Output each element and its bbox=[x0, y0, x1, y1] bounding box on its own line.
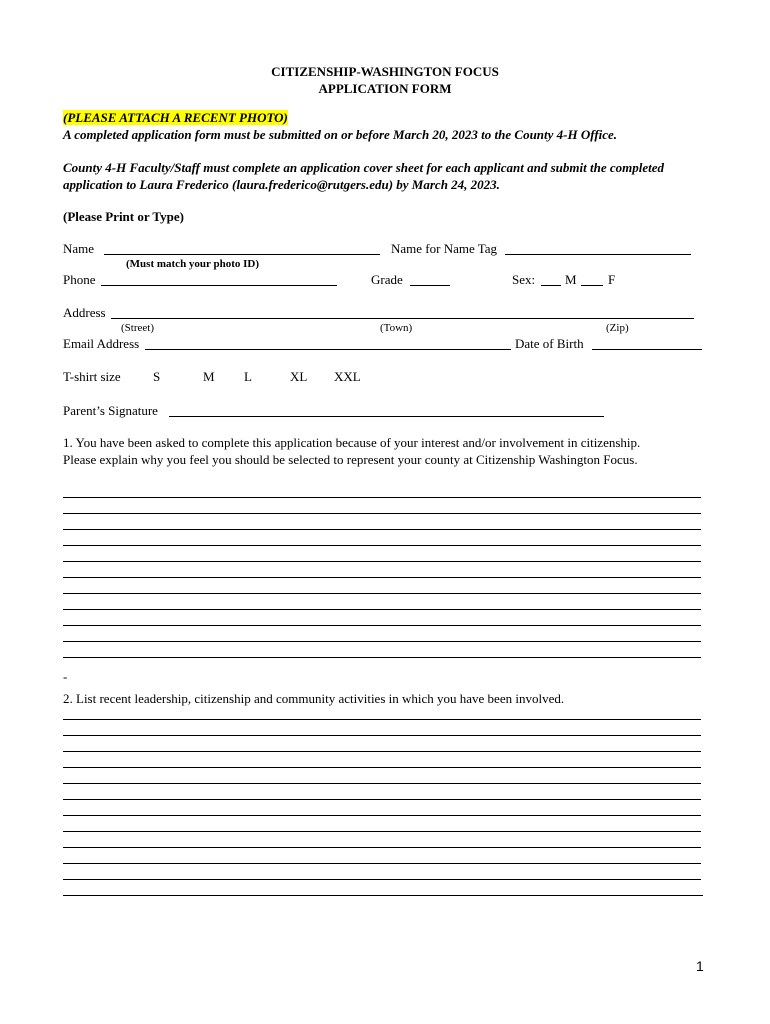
grade-label: Grade bbox=[371, 272, 403, 287]
name-tag-field[interactable] bbox=[505, 243, 691, 255]
page-number: 1 bbox=[696, 958, 704, 974]
answer-1-line[interactable] bbox=[63, 625, 701, 626]
answer-2-line[interactable] bbox=[63, 751, 701, 752]
question-1-line1: 1. You have been asked to complete this application because of your interest and/or involvement in citizenship. bbox=[63, 435, 641, 450]
answer-2-line[interactable] bbox=[63, 815, 701, 816]
dob-label: Date of Birth bbox=[515, 336, 584, 351]
answer-1-line[interactable] bbox=[63, 561, 701, 562]
answer-2-line[interactable] bbox=[63, 831, 701, 832]
answer-2-line[interactable] bbox=[63, 863, 701, 864]
tshirt-label: T-shirt size bbox=[63, 369, 121, 384]
parent-signature-field[interactable] bbox=[169, 405, 604, 417]
dob-field[interactable] bbox=[592, 338, 702, 350]
zip-label: (Zip) bbox=[606, 322, 629, 334]
answer-1-line[interactable] bbox=[63, 529, 701, 530]
question-2: 2. List recent leadership, citizenship and community activities in which you have been involved. bbox=[63, 691, 565, 706]
phone-field[interactable] bbox=[101, 274, 337, 286]
email-label: Email Address bbox=[63, 336, 140, 351]
sex-f-field[interactable] bbox=[581, 274, 603, 286]
address-label: Address bbox=[63, 305, 106, 320]
name-note: (Must match your photo ID) bbox=[126, 258, 260, 270]
answer-1-line[interactable] bbox=[63, 577, 701, 578]
answer-1-line[interactable] bbox=[63, 641, 701, 642]
answer-2-line[interactable] bbox=[63, 895, 703, 896]
phone-label: Phone bbox=[63, 272, 96, 287]
question-1-line2: Please explain why you feel you should be selected to represent your county at Citizenship Washington Focus. bbox=[63, 452, 638, 467]
form-title: CITIZENSHIP-WASHINGTON FOCUS bbox=[271, 64, 499, 79]
answer-1-line[interactable] bbox=[63, 657, 701, 658]
tshirt-size-l[interactable]: L bbox=[244, 369, 252, 384]
form-subtitle: APPLICATION FORM bbox=[318, 81, 452, 96]
answer-2-line[interactable] bbox=[63, 879, 701, 880]
tshirt-size-xxl[interactable]: XXL bbox=[334, 369, 361, 384]
parent-signature-label: Parent’s Signature bbox=[63, 403, 158, 418]
name-label: Name bbox=[63, 241, 95, 256]
tshirt-size-m[interactable]: M bbox=[203, 369, 215, 384]
photo-notice-highlight: (PLEASE ATTACH A RECENT PHOTO) bbox=[63, 110, 288, 125]
print-instruction: (Please Print or Type) bbox=[63, 209, 184, 224]
sex-label: Sex: bbox=[512, 272, 536, 287]
grade-field[interactable] bbox=[410, 274, 450, 286]
deadline-notice: A completed application form must be submitted on or before March 20, 2023 to the County 4-H Office. bbox=[63, 127, 618, 142]
staff-notice-line2: application to Laura Frederico (laura.frederico@rutgers.edu) by March 24, 2023. bbox=[63, 177, 500, 192]
name-field[interactable] bbox=[104, 243, 380, 255]
answer-1-line[interactable] bbox=[63, 609, 701, 610]
town-label: (Town) bbox=[380, 322, 413, 334]
tshirt-size-s[interactable]: S bbox=[153, 369, 161, 384]
answer-1-line[interactable] bbox=[63, 545, 701, 546]
street-label: (Street) bbox=[121, 322, 154, 334]
answer-1-line[interactable] bbox=[63, 513, 701, 514]
stray-mark: - bbox=[63, 669, 68, 684]
sex-m-label: M bbox=[565, 272, 577, 287]
answer-1-line[interactable] bbox=[63, 593, 701, 594]
sex-f-label: F bbox=[608, 272, 616, 287]
name-tag-label: Name for Name Tag bbox=[391, 241, 498, 256]
staff-notice-line1: County 4-H Faculty/Staff must complete an application cover sheet for each applicant and submit the completed bbox=[63, 160, 664, 175]
answer-1-line[interactable] bbox=[63, 497, 701, 498]
email-field[interactable] bbox=[145, 338, 511, 350]
sex-m-field[interactable] bbox=[541, 274, 561, 286]
photo-notice bbox=[63, 110, 288, 126]
address-field[interactable] bbox=[111, 307, 694, 319]
tshirt-size-xl[interactable]: XL bbox=[290, 369, 308, 384]
answer-2-line[interactable] bbox=[63, 719, 701, 720]
answer-2-line[interactable] bbox=[63, 799, 701, 800]
answer-2-line[interactable] bbox=[63, 767, 701, 768]
answer-2-line[interactable] bbox=[63, 847, 701, 848]
answer-2-line[interactable] bbox=[63, 783, 701, 784]
answer-2-line[interactable] bbox=[63, 735, 701, 736]
